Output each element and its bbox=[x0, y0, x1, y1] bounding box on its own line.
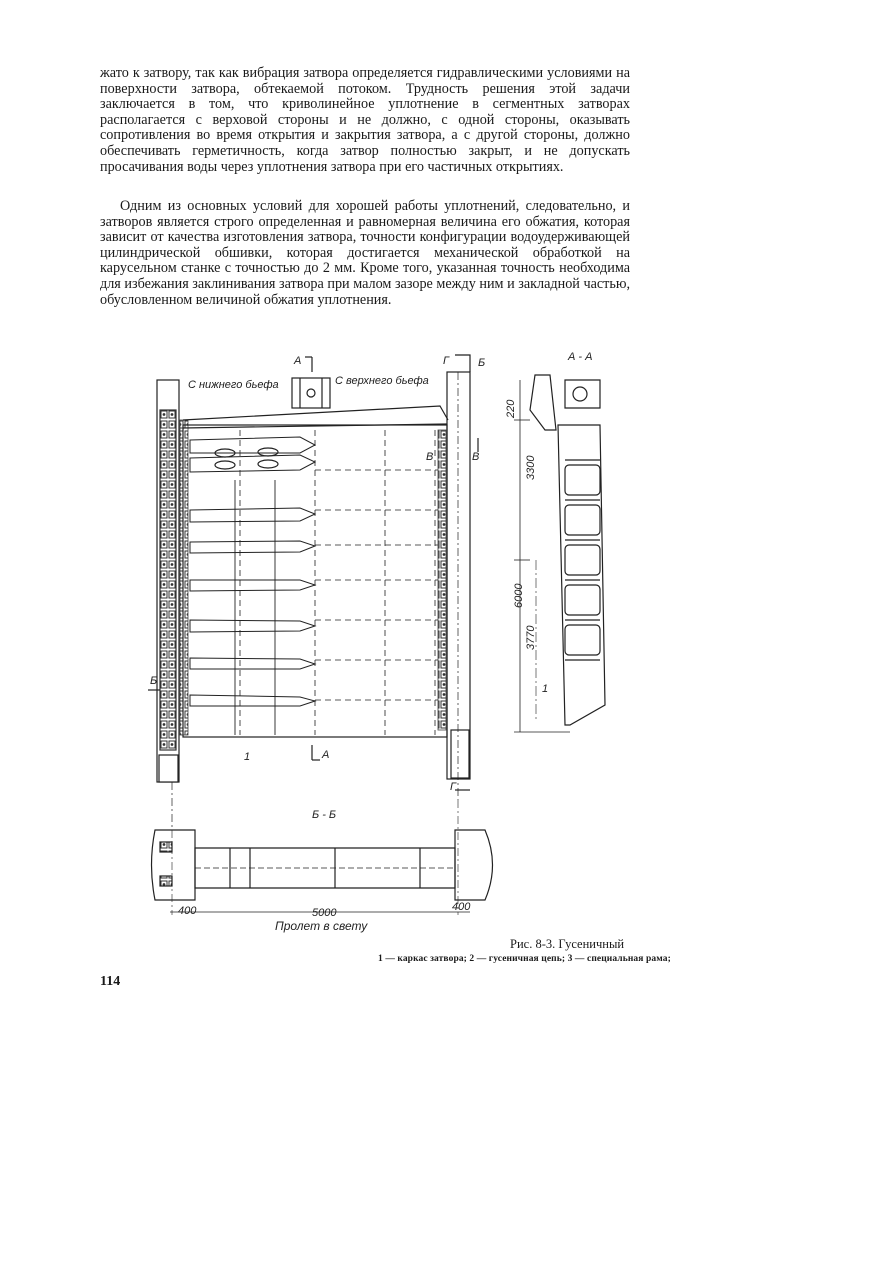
span-label: Пролет в свету bbox=[275, 919, 368, 933]
section-aa-view bbox=[514, 375, 605, 732]
dim-220: 220 bbox=[505, 399, 517, 418]
label-view-bb: Б - Б bbox=[312, 809, 337, 821]
dim-6000: 6000 bbox=[513, 583, 525, 608]
label-section-v-right: В bbox=[472, 451, 480, 463]
dim-400-left: 400 bbox=[178, 905, 197, 917]
label-section-g-top: Г bbox=[443, 355, 449, 367]
dim-3770: 3770 bbox=[525, 625, 537, 650]
page-number: 114 bbox=[100, 974, 121, 989]
label-section-g-bottom: Г bbox=[450, 781, 456, 793]
paragraph-2-text: Одним из основных условий для хорошей работы уплотнений, следовательно, и затворов является строго определенная и равномерная величина его обжатия, которая зависит от качества изготовления затвора, точности конфигурации водоудерживающей цилиндрической обшивки, которая достигается механической обработкой на карусельном станке с точностью до 2 мм. Кроме того, указанная точность необходима для избежания заклинивания затвора при малом зазоре между ним и закладной частью, обусловленном величиной обжатия уплотнения. bbox=[100, 198, 630, 308]
label-downstream: С нижнего бьефа bbox=[188, 379, 279, 391]
figure-caption-title: Рис. 8-3. Гусеничный bbox=[510, 937, 625, 951]
figure-caption-legend: 1 — каркас затвора; 2 — гусеничная цепь; 3 — специальная рама; bbox=[378, 954, 671, 964]
label-section-b-left: Б bbox=[150, 675, 158, 687]
label-view-aa: А - А bbox=[568, 351, 593, 363]
horizontal-girders bbox=[190, 437, 315, 706]
panel-grid bbox=[240, 430, 445, 735]
label-upstream: С верхнего бьефа bbox=[335, 375, 429, 387]
dim-3300: 3300 bbox=[525, 455, 537, 480]
paragraph-1-text: жато к затвору, так как вибрация затвора определяется гидравлическими условиями на поверхности затвора, обтекаемой потоком. Трудность решения этой задачи заключается в том, что криволинейное уплотнение в сегментных затворах располагается с верховой стороны и не должно, с одной стороны, оказывать сопротивления во время открытия и закрытия затвора, а с другой стороны, должно обеспечивать герметичность, когда затвор полностью закрыт, и не допускать просачивания воды через уплотнения затвора при его частичных открытиях. bbox=[100, 65, 630, 175]
label-part-1-front: 1 bbox=[244, 751, 251, 763]
label-part-1-section: 1 bbox=[542, 683, 549, 695]
right-track-column bbox=[447, 372, 470, 779]
label-section-a-top: А bbox=[294, 355, 302, 367]
label-section-v-left: В bbox=[426, 451, 434, 463]
label-section-a-bottom: А bbox=[322, 749, 330, 761]
label-section-b-top: Б bbox=[478, 357, 486, 369]
dim-5000: 5000 bbox=[312, 907, 337, 919]
dim-400-right: 400 bbox=[452, 901, 471, 913]
front-view bbox=[148, 355, 478, 830]
